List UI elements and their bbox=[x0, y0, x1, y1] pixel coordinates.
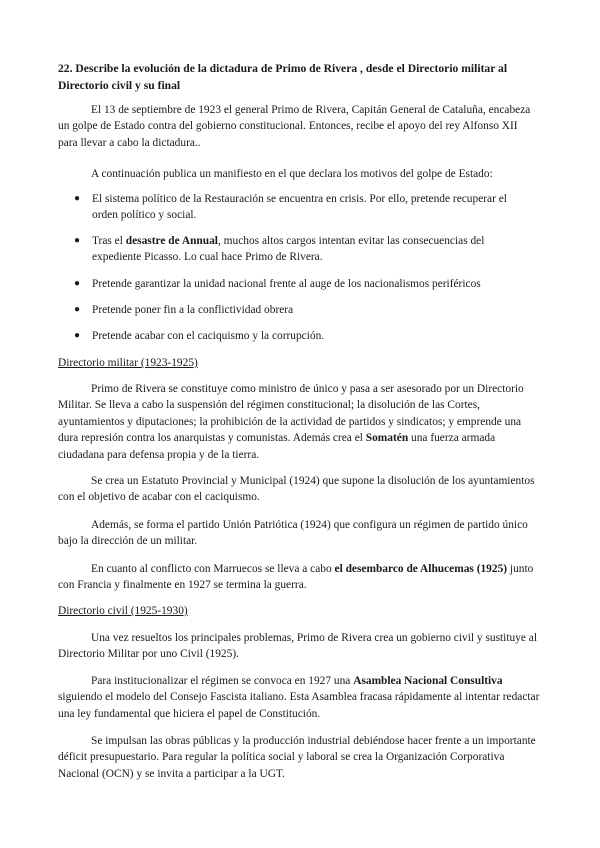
list-item: ● El sistema político de la Restauración se encuentra en crisis. Por ello, pretende recuperar el orden político y social. bbox=[74, 193, 507, 222]
list-item: ● Pretende garantizar la unidad nacional frente al auge de los nacionalismos periféricos bbox=[74, 276, 534, 292]
annual-bold: desastre de Annual bbox=[125, 235, 218, 247]
bullet-icon: ● bbox=[74, 193, 81, 204]
militar-paragraph-3: Además, se forma el partido Unión Patriótica (1924) que configura un régimen de partido único bajo la dirección de un militar. bbox=[58, 519, 528, 548]
civil-paragraph-1: Una vez resueltos los principales problemas, Primo de Rivera crea un gobierno civil y sustituye al Directorio Militar por uno Civil (1925). bbox=[58, 632, 538, 661]
manifesto-paragraph: A continuación publica un manifiesto en el que declara los motivos del golpe de Estado: bbox=[91, 168, 493, 180]
militar-paragraph-2: Se crea un Estatuto Provincial y Municipal (1924) que supone la disolución de los ayuntamientos con el objetivo de acabar con el caciquismo. bbox=[58, 475, 535, 504]
bullet-icon: ● bbox=[74, 278, 81, 289]
asamblea-bold: Asamblea Nacional Consultiva bbox=[353, 675, 503, 687]
list-item: ● Pretende poner fin a la conflictividad obrera bbox=[74, 302, 534, 318]
alhucemas-bold: el desembarco de Alhucemas (1925) bbox=[334, 563, 508, 575]
civil-heading: Directorio civil (1925-1930) bbox=[58, 605, 188, 617]
militar-paragraph-4: En cuanto al conflicto con Marruecos se lleva a cabo el desembarco de Alhucemas (1925) junto con Francia y finalmente en 1927 se termina la guerra. bbox=[58, 563, 534, 592]
bullet-icon: ● bbox=[74, 330, 81, 341]
somaten-bold: Somatén bbox=[365, 432, 409, 445]
civil-paragraph-3: Se impulsan las obras públicas y la producción industrial debiéndose hacer frente a un importante déficit presupuestario. Para regular la política social y laboral se crea la Organización Corporativa Nacional (OCN) y se invita a participar a la UGT. bbox=[58, 735, 536, 780]
bullet-icon: ● bbox=[74, 235, 81, 246]
intro-paragraph: El 13 de septiembre de 1923 el general Primo de Rivera, Capitán General de Cataluña, encabeza un golpe de Estado contra del gobierno constitucional. Entonces, recibe el apoyo del rey Alfonso XII para llevar a cabo la dictadura.. bbox=[58, 104, 531, 149]
list-item: ● Pretende acabar con el caciquismo y la corrupción. bbox=[74, 328, 534, 344]
militar-paragraph-1: Primo de Rivera se constituye como ministro de único y pasa a ser asesorado por un Directorio Militar. Se lleva a cabo la suspensión del régimen constitucional; la disolución de las Cortes, ayuntamientos y diputaciones; la prohibición de la actividad de partidos y sindicatos; y emprende una dura represión contra los anarquistas y comunistas. Además crea el Somatén una fuerza armada ciudadana para defensa propia y de la tierra. bbox=[58, 383, 524, 461]
bullet-icon: ● bbox=[74, 304, 81, 315]
civil-paragraph-2: Para institucionalizar el régimen se convoca en 1927 una Asamblea Nacional Consultiva siguiendo el modelo del Consejo Fascista italiano. Esta Asamblea fracasa rápidamente al intentar redactar una ley fundamental que hiciera el papel de Constitución. bbox=[58, 675, 540, 720]
list-item: ● Tras el desastre de Annual, muchos altos cargos intentan evitar las consecuencias del expediente Picasso. Lo cual hace Primo de Rivera. bbox=[74, 235, 485, 264]
militar-heading: Directorio militar (1923-1925) bbox=[58, 357, 198, 369]
question-title: 22. Describe la evolución de la dictadura de Primo de Rivera , desde el Directorio militar al Directorio civil y su final bbox=[58, 62, 508, 92]
